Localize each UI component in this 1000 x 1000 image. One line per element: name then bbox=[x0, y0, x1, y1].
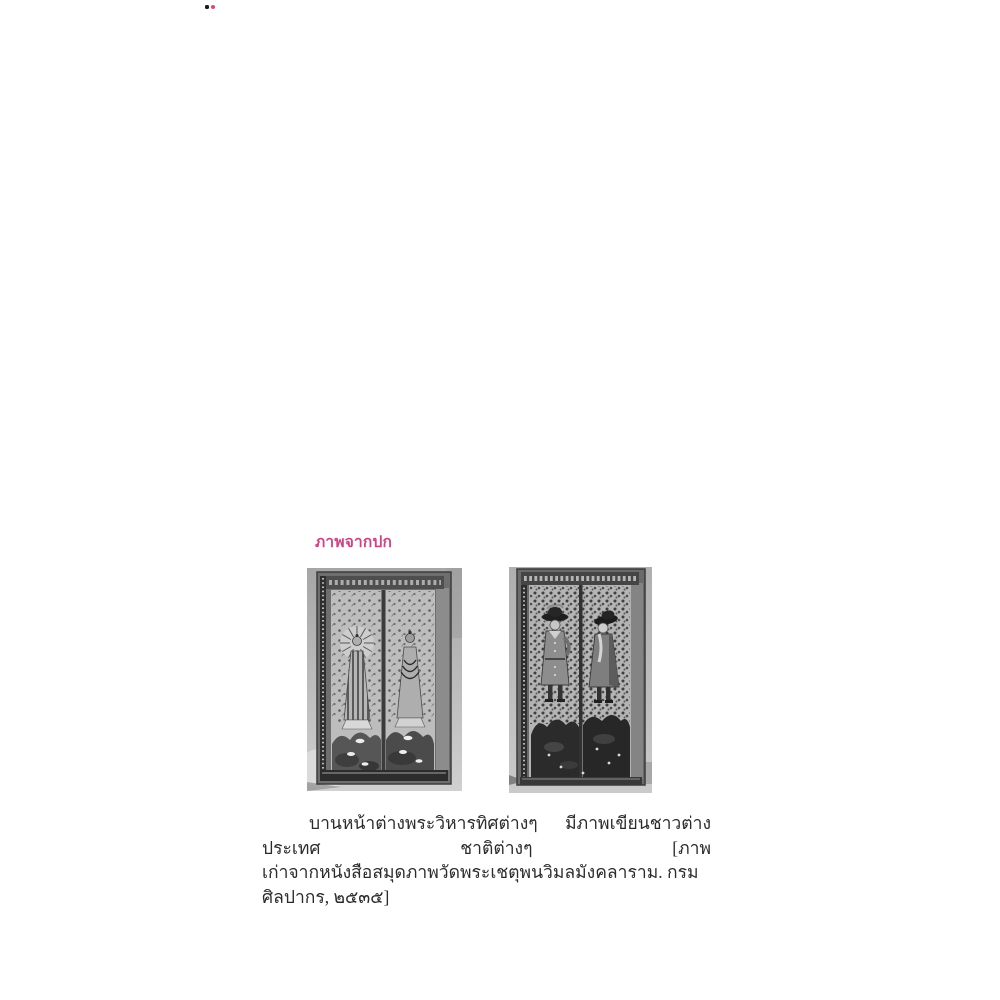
figure-left-door-photo bbox=[307, 568, 462, 791]
pink-dot-icon bbox=[211, 5, 215, 9]
figure-caption bbox=[262, 811, 711, 909]
black-dot-icon bbox=[205, 5, 209, 9]
caption-line-2: เก่าจากหนังสือสมุดภาพวัดพระเชตุพนวิมลมังคลาราม. กรมศิลปากร, ๒๕๓๕] bbox=[262, 862, 699, 907]
figure-right-door-photo bbox=[509, 567, 652, 793]
left-door-photo-image bbox=[307, 568, 462, 791]
right-door-photo-image bbox=[509, 567, 652, 793]
caption-line-1: บานหน้าต่างพระวิหารทิศต่างๆ มีภาพเขียนชาวต่างประเทศ ชาติต่างๆ [ภาพ bbox=[262, 813, 711, 858]
section-heading: ภาพจากปก bbox=[315, 534, 393, 551]
